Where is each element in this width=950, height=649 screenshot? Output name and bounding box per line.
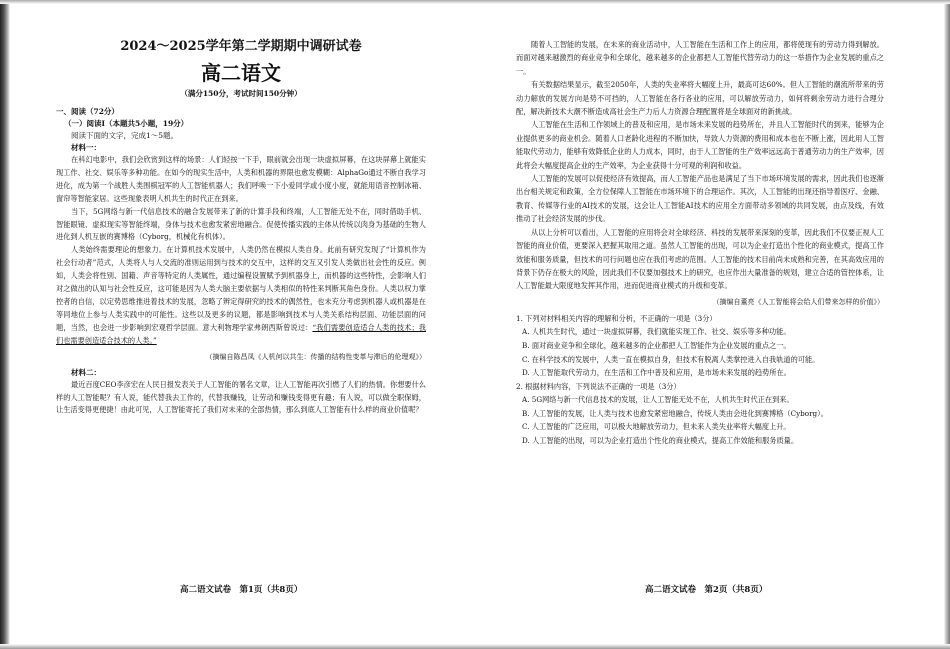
question-2-option-a: A. 5G网络与新一代信息技术的发展，让人工智能无处不在，人机共生时代正在到来。 (522, 395, 794, 405)
subsection-heading: （一）阅读Ⅰ（本题共5小题，19分） (64, 119, 189, 128)
material-two-paragraph-3: 有关数据结果显示，截至2050年，人类的失业率将大幅度上升，最高可达60%。但人工智能的潮流所带来的劳动力解放的发展方向是势不可挡的，人工智能在各行各业的应用，可以解放劳动力，如何将剩余劳动力进行合理分配，解决新技术大潮不断造成高社会生产力后人力资源合理配置将是全球面对的新挑战。 (516, 80, 884, 117)
material-two-paragraph-1: 最近百度CEO李彦宏在人民日报发表关于人工智能的署名文章，让人工智能再次引燃了人们的热情。你想要什么样的人工智能呢？有人说，能代替我去工作的，代替我赚钱，让劳动和赚钱变得更有趣；有人说，可以做全职保姆，让生活变得更便捷！由此可见，人工智能寄托了我们对未来的全部热情，那么到底人工智能有什么样的商业价值呢？ (56, 379, 426, 415)
question-1-option-b: B. 面对商业竞争和全球化，越来越多的企业都把人工智能作为企业发展的重点之一。 (522, 340, 791, 350)
page-two-footer: 高二语文试卷 第2页（共8页） (645, 585, 768, 595)
material-two-paragraph-6: 从以上分析可以看出，人工智能的应用将会对全球经济、科技的发展带来深刻的变革，因此我们不仅要正视人工智能的商业价值，更要深入把握其取用之道。虽然人工智能的出现，可以为企业打造出个性化的商业模式，提高工作效能和服务质量，但技术的可行问题也应在我们考虑的范围。人工智能的技术目前尚未成熟和完善，在其高效应用的背景下仍存在极大的风险，因此我们不仅要加强技术上的研究，也应作出大量准备的规划，建立合适的管控体系，让人工智能最大限度地发挥其作用，进而促进商业模式的升级和变革。 (516, 227, 884, 291)
material-two-label: 材料二： (71, 367, 101, 377)
material-two-paragraph-4: 人工智能在生活和工作领域上的普及和应用，是市场未来发展的趋势所在，并且人工智能时代的到来，能够为企业提供更多的商业机会。随着人口老龄化进程的不断加快，导致人力资源的费用和成本也在不断上涨，因此用人工智能取代劳动力，能够有效降低企业的人力成本，同时，由于人工智能的生产效率远远高于普通劳动力的生产效率，因此将会大幅度提高企业的生产效率，为企业获得十分可观的利润和收益。 (516, 120, 884, 170)
page-one (56, 38, 426, 638)
page-two (516, 38, 884, 638)
section-heading: 一、阅读（72分） (56, 107, 119, 116)
material-one-source: （摘编自陈昌凤《人机何以共生：传播的结构性变革与滞后的伦理观》） (205, 352, 426, 361)
question-2-option-b: B. 人工智能的发展，让人类与技术也愈发紧密地融合，传统人类由会进化到赛博格（Cyborg）。 (522, 408, 828, 418)
material-two-paragraph-2: 随着人工智能的发展，在未来的商业活动中，人工智能在生活和工作上的应用，都将使现有的劳动力得到解放。而面对越来越激烈的商业竞争和全球化，越来越多的企业都把人工智能代替劳动力的这一举措作为企业发展的重点之一。 (516, 40, 884, 76)
question-2-option-c: C. 人工智能的广泛应用，可以极大地解放劳动力，但未来人类失业率将大幅度上升。 (522, 422, 791, 432)
material-one-paragraph-2: 当下，5G网络与新一代信息技术的融合发展带来了新的计算手段和终端，人工智能无处不在，同时借助手机、智能眼镜、虚拟现实等智能终端，身体与技术也愈发紧密地融合。促使传播实践的主体从传统以肉身为基础的生物人进化到人机互嵌的赛博格（Cyborg，机械化有机体）。 (56, 206, 426, 242)
page-one-footer: 高二语文试卷 第1页（共8页） (180, 585, 303, 595)
material-two-source: （摘编自董亮《人工智能将会给人们带来怎样的价值》） (712, 297, 884, 306)
subject-title: 高二语文 (201, 61, 281, 85)
question-1-option-a: A. 人机共生时代，通过一块虚拟屏幕，我们就能实现工作、社交、娱乐等多种功能。 (522, 327, 791, 337)
scan-edge-left (0, 0, 10, 649)
question-1-option-c: C. 在科学技术的发展中，人类一直在模拟自身，但技术有脱离人类掌控进入自我轨道的可能。 (522, 354, 820, 364)
material-one-paragraph-3 (56, 244, 426, 347)
exam-title: 2024～2025学年第二学期期中调研试卷 (120, 39, 362, 54)
question-1-option-d: D. 人工智能取代劳动力，在生活和工作中普及和应用，是市场未来发展的趋势所在。 (522, 368, 791, 378)
reading-instruction: 阅读下面的文字，完成1～5题。 (71, 131, 179, 140)
scan-edge-right (944, 0, 950, 649)
material-one-paragraph-3-text: 人类始终需要理论的想象力。在计算机技术发展中，人类仍然在模拟人类自身。此前有研究发现了“计算机作为社会行动者”范式，人类将人与人交流的准则运用到与技术的交互中，这样的交互又引发人类做出社会性的反应。例如，人类会将性别、国籍、声音等特定的人类属性，通过编程设置赋予到机器身上，而机器的这些特性，会影响人们对之做出的认知与社会性反应，这可能是因为人类大脑主要依据与人类相似的特性来判断其角色身份。人类以权力掌控者的自信，以定势思维推进着技术的发展，忽略了辨定得研究的技术的偶然性，也未充分考虑到机器人或机器是在等同地位上参与人类实践中的可能性。这些以及更多的议题，都是影响到技术与人类关系结构层面、功能层面的问题，当然，也会进一步影响到宏观哲学层面。意大利物理学家弗朗西斯曾说过： (56, 245, 426, 332)
material-one-quote: “我们需要创造适合人类的技术；我们也需要创造适合技术的人类。” (56, 322, 426, 345)
question-2-option-d: D. 人工智能的出现，可以为企业打造出个性化的商业模式，提高工作效能和服务质量。 (522, 436, 799, 446)
material-one-paragraph-1: 在科幻电影中，我们会欣赏到这样的场景：人们轻按一下手，眼前就会出现一块虚拟屏幕，在这块屏幕上就能实现工作、社交、娱乐等多种功能。在如今的现实生活中，人类和机器的界限也愈发模糊：AlphaGo通过不断自我学习进化，成为第一个战胜人类围棋冠军的人工智能机器人；我们呼唤一下小爱同学或小度小度，就能用语音控制冰箱、窗帘等智能家居。这些现象表明人机共生的时代正在到来。 (56, 155, 426, 203)
scan-edge-bottom (0, 644, 950, 649)
exam-info: （满分150分，考试时间150分钟） (180, 89, 302, 98)
question-1-stem: 1. 下列对材料相关内容的理解和分析，不正确的一项是（3分） (516, 313, 717, 323)
material-two-paragraph-5: 人工智能的发展可以促使经济有效提高，而人工智能产品也是满足了当下市场环境发展的需求，因此我们也逐渐出台相关规定和政策，全方位保障人工智能在市场环境下的合理运作。其次，人工智能的出现还指导着医疗、金融、教育、传媒等行业的AI技术的发展，这会让人工智能AI技术的应用全方面带动多领域的共同发展，由点及线，有效推动了社会经济发展的步伐。 (516, 174, 884, 224)
material-one-label: 材料一： (71, 143, 101, 152)
question-2-stem: 2. 根据材料内容，下列说法不正确的一项是（3分） (516, 381, 681, 391)
scan-edge-top (0, 0, 950, 4)
